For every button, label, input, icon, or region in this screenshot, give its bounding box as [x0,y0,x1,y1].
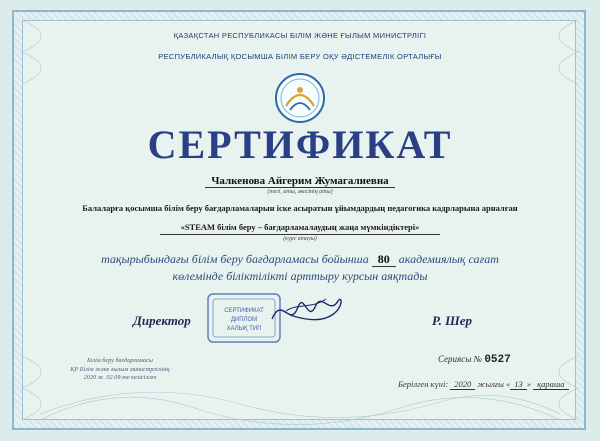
director-label: Директор [133,313,191,328]
director-name: Р. Шер [432,313,473,328]
serial-block [438,354,511,366]
completion-line-2: көлемінде біліктілікті арттыру курсын аяқтады [172,269,428,283]
issue-year-suffix: жылғы « [477,379,511,389]
issue-day-suffix: » [526,379,531,389]
serial-label: Сериясы № [438,354,483,364]
completion-line-1-post: академиялық сағат [398,252,499,266]
name-underline [205,187,395,188]
completion-line-1-pre: тақырыбындағы білім беру бағдарламасы бойынша [101,252,369,266]
issue-year: 2020 [450,379,475,390]
director-signature [268,285,348,333]
completion-line-1 [0,252,600,267]
certificate-title: СЕРТИФИКАТ [147,122,453,167]
center-heading: РЕСПУБЛИКАЛЫҚ ҚОСЫМША БІЛІМ БЕРУ ОҚУ ӘДІСТЕМЕЛІК ОРТАЛЫҒЫ [158,52,442,61]
course-caption: (курс атауы) [283,236,317,242]
emblem-logo [272,70,328,126]
issue-date-label: Берілген күні: [398,379,449,389]
approval-note-line-2: ҚР Білім және ғылым министрлігінің [70,365,170,373]
recipient-caption: (тегі, аты, әкесінің аты) [267,189,333,195]
recipient-name: Чалкенова Айгерим Жумагалиевна [211,175,389,187]
ministry-heading: ҚАЗАҚСТАН РЕСПУБЛИКАСЫ БІЛІМ ЖӘНЕ ҒЫЛЫМ МИНИСТРЛІГІ [173,31,427,40]
hours-value: 80 [372,252,396,267]
course-underline [160,234,440,235]
approval-note-line-3: 2020 ж. 02.09-те келісілген [83,374,157,381]
approval-note [60,357,180,383]
issue-date [398,379,569,389]
course-name: «STEAM білім беру – бағдарламалаудың жаңа мүмкіндіктері» [180,222,420,232]
serial-number: 0527 [484,354,511,366]
stamp-line-3: ХАЛЫҚ ТИП [226,326,262,332]
stamp-line-1: СЕРТИФИКАТ [224,308,264,314]
issue-day: 13 [510,379,527,390]
approval-note-line-1: Білім беру бағдарламасы [87,357,153,364]
stamp-line-2: ДИПЛОМ [230,317,258,323]
issue-month: қараша [533,379,568,390]
purpose-text: Балаларға қосымша білім беру бағдарламаларын іске асыратын ұйымдардың педагогика кадрларына арналған [82,203,518,213]
